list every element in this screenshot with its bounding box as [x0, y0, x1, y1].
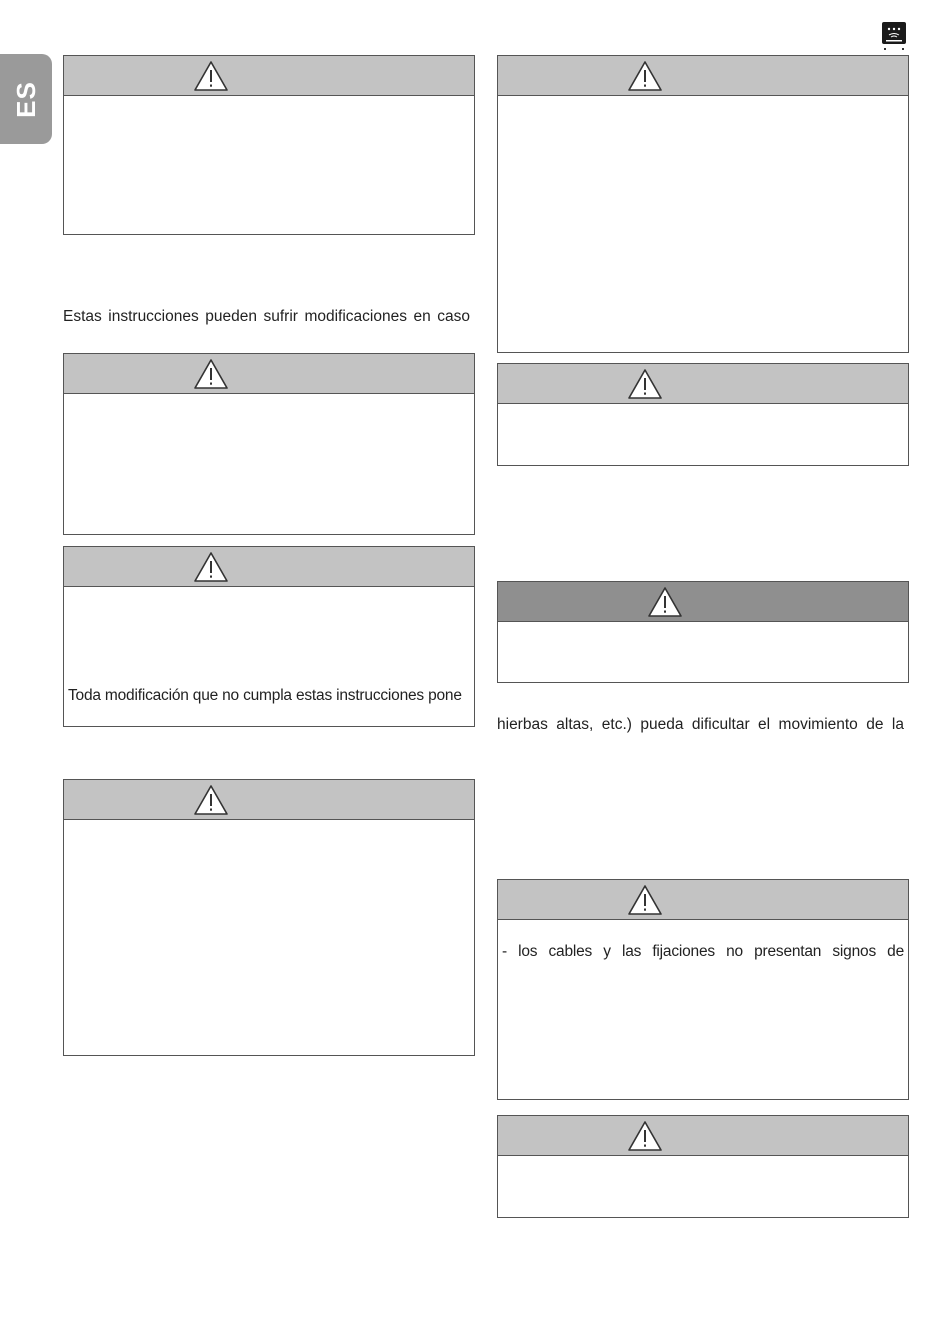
- warning-box-header: [64, 780, 474, 820]
- warning-triangle-icon: [193, 358, 229, 390]
- warning-box: [497, 1115, 909, 1218]
- warning-triangle-icon: [193, 60, 229, 92]
- warning-triangle-icon: [193, 551, 229, 583]
- language-tab: [0, 54, 52, 144]
- warning-box-header: [64, 547, 474, 587]
- warning-triangle-icon: [627, 1120, 663, 1152]
- warning-triangle-icon: [627, 884, 663, 916]
- logo-underline: [882, 48, 906, 52]
- warning-box: [63, 353, 475, 535]
- warning-box: [63, 779, 475, 1056]
- warning-box: [497, 363, 909, 466]
- checklist-line: - los cables y las fijaciones no presentan signos de: [502, 943, 904, 960]
- warning-triangle-icon: [193, 784, 229, 816]
- warning-box-header: [64, 56, 474, 96]
- warning-triangle-icon: [627, 368, 663, 400]
- warning-box-header: [498, 880, 908, 920]
- body-paragraph: [497, 716, 904, 734]
- warning-box: [497, 879, 909, 1100]
- body-paragraph-text: hierbas altas, etc.) pueda dificultar el movimiento de la: [497, 716, 904, 733]
- intro-paragraph: [63, 308, 470, 326]
- warning-box-header: [498, 364, 908, 404]
- warning-box-header: [64, 354, 474, 394]
- warning-box-header: [498, 56, 908, 96]
- warning-box-text: Toda modificación que no cumpla estas instrucciones pone: [68, 687, 462, 704]
- warning-box: [63, 546, 475, 727]
- intro-paragraph-text: Estas instrucciones pueden sufrir modificaciones en caso: [63, 308, 470, 325]
- warning-box-text: [502, 943, 904, 961]
- warning-box-header: [498, 1116, 908, 1156]
- language-tab-label: ES: [10, 80, 41, 118]
- warning-triangle-icon: [627, 60, 663, 92]
- brand-logo-icon: [882, 22, 906, 44]
- danger-box: [497, 581, 909, 683]
- warning-box: [497, 55, 909, 353]
- warning-box: [63, 55, 475, 235]
- danger-box-header: [498, 582, 908, 622]
- warning-triangle-icon: [647, 586, 683, 618]
